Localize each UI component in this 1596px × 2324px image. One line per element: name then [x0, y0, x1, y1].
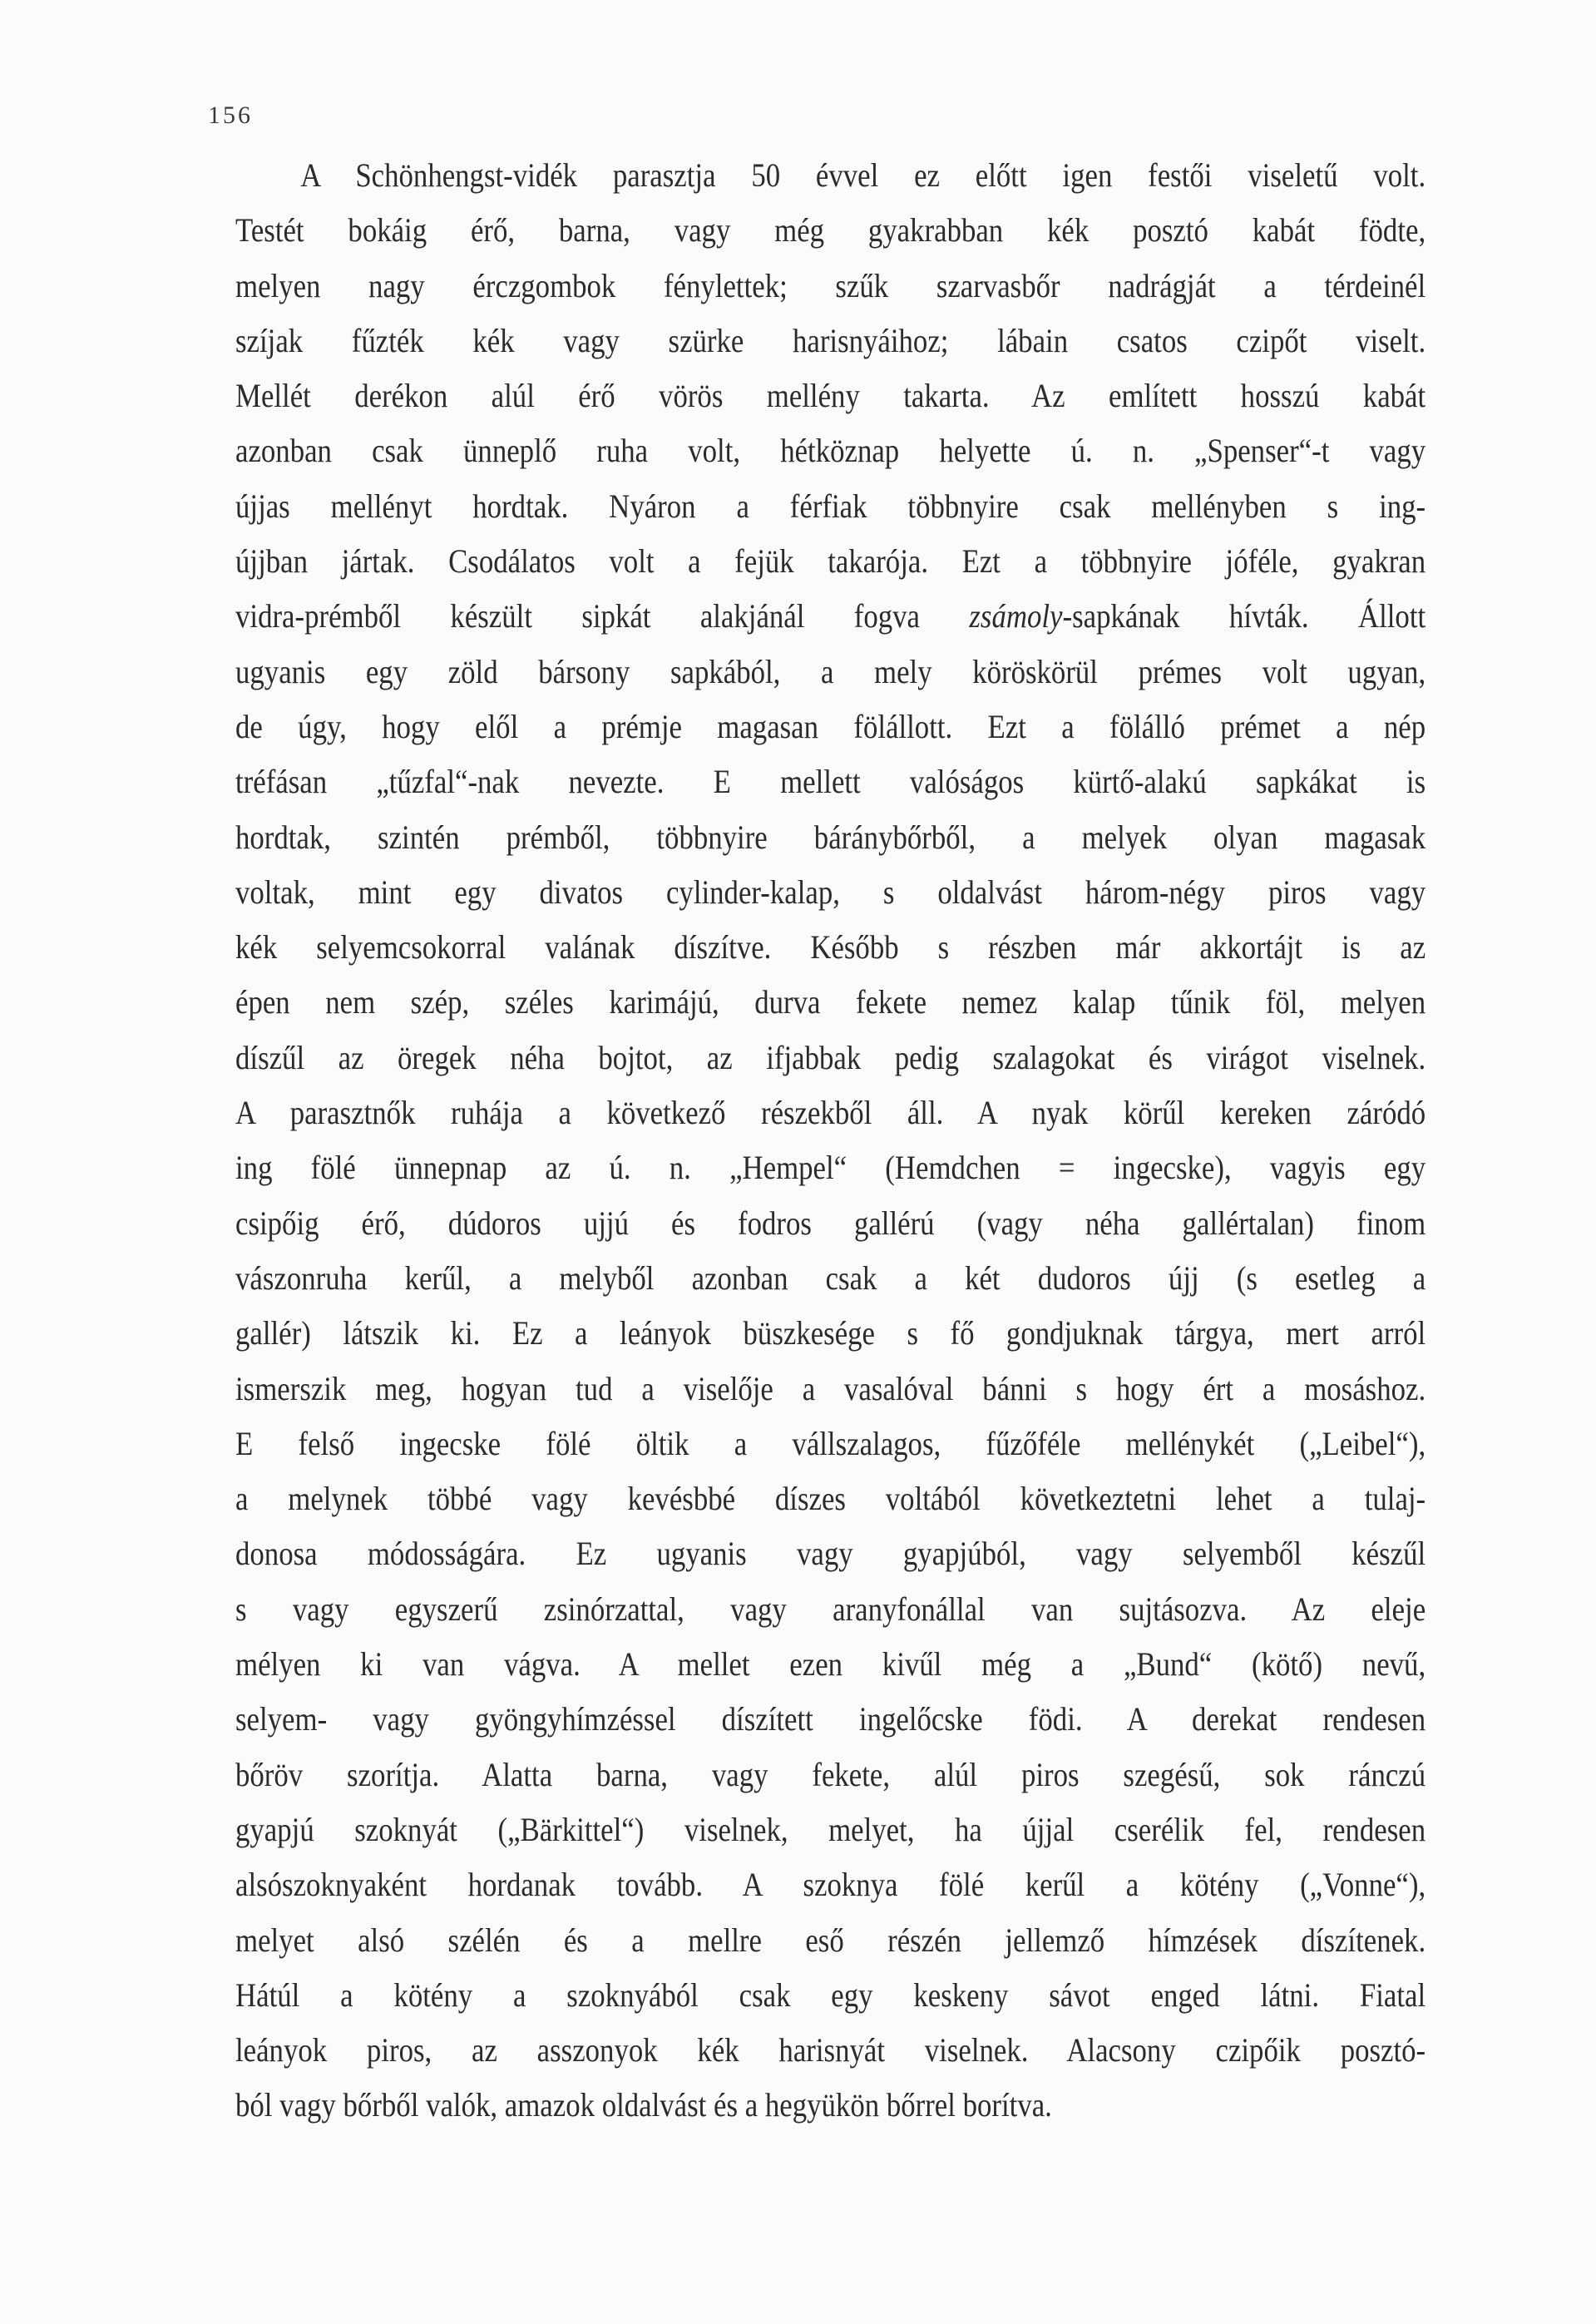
text-line: Hátúl a kötény a szoknyából csak egy keskeny sávot enged látni. Fiatal: [235, 1975, 1426, 2014]
text-line: ismerszik meg, hogyan tud a viselője a vasalóval bánni s hogy ért a mosáshoz.: [235, 1369, 1426, 1407]
text-line-with-italic: [235, 589, 1426, 644]
text-line: melyet alsó szélén és a mellre eső részén jellemző hímzések díszítenek.: [235, 1921, 1426, 1959]
text-line: leányok piros, az asszonyok kék harisnyát viselnek. Alacsony czipőik posztó-: [235, 2031, 1426, 2069]
text-line: de úgy, hogy elől a prémje magasan fölállott. Ezt a fölálló prémet a nép: [235, 707, 1426, 745]
text-line: mélyen ki van vágva. A mellet ezen kivűl még a „Bund“ (kötő) nevű,: [235, 1645, 1426, 1684]
text-line: hordtak, szintén prémből, többnyire báránybőrből, a melyek olyan magasak: [235, 818, 1426, 856]
text-segment: vidra-prémből készült sipkát alakjánál fogva: [235, 597, 970, 635]
text-line: tréfásan „tűzfal“-nak nevezte. E mellett valóságos kürtő-alakú sapkákat is: [235, 763, 1426, 801]
text-line: a melynek többé vagy kevésbbé díszes voltából következtetni lehet a tulaj-: [235, 1480, 1426, 1518]
text-line: donosa módosságára. Ez ugyanis vagy gyapjúból, vagy selyemből készűl: [235, 1535, 1426, 1573]
text-line: szíjak fűzték kék vagy szürke harisnyáihoz; lábain csatos czipőt viselt.: [235, 321, 1426, 359]
text-line: Testét bokáig érő, barna, vagy még gyakrabban kék posztó kabát födte,: [235, 211, 1426, 250]
text-line: s vagy egyszerű zsinórzattal, vagy aranyfonállal van sujtásozva. Az eleje: [235, 1590, 1426, 1628]
text-line: ból vagy bőrből valók, amazok oldalvást és a hegyükön bőrrel borítva.: [235, 2086, 1052, 2124]
text-line: gallér) látszik ki. Ez a leányok büszkesége s fő gondjuknak tárgya, mert arról: [235, 1314, 1426, 1352]
text-line: vászonruha kerűl, a melyből azonban csak a két dudoros újj (s esetleg a: [235, 1258, 1426, 1297]
text-line: E felső ingecske fölé öltik a vállszalagos, fűzőféle mellénykét („Leibel“),: [235, 1424, 1426, 1462]
italic-term: zsámoly: [969, 597, 1063, 635]
text-line: újjas mellényt hordtak. Nyáron a férfiak többnyire csak mellényben s ing-: [235, 487, 1426, 525]
text-line: azonban csak ünneplő ruha volt, hétköznap helyette ú. n. „Spenser“-t vagy: [235, 432, 1426, 470]
text-line: gyapjú szoknyát („Bärkittel“) viselnek, melyet, ha újjal cserélik fel, rendesen: [235, 1810, 1426, 1848]
text-line: bőröv szorítja. Alatta barna, vagy fekete, alúl piros szegésű, sok ránczú: [235, 1755, 1426, 1793]
text-line: Mellét derékon alúl érő vörös mellény takarta. Az említett hosszú kabát: [235, 377, 1426, 415]
text-line: épen nem szép, széles karimájú, durva fekete nemez kalap tűnik föl, melyen: [235, 983, 1426, 1021]
text-line: kék selyemcsokorral valának díszítve. Később s részben már akkortájt is az: [235, 928, 1426, 967]
text-line: melyen nagy érczgombok fénylettek; szűk szarvasbőr nadrágját a térdeinél: [235, 266, 1426, 304]
text-line: voltak, mint egy divatos cylinder-kalap, s oldalvást három-négy piros vagy: [235, 873, 1426, 911]
text-line: alsószoknyaként hordanak tovább. A szoknya fölé kerűl a kötény („Vonne“),: [235, 1866, 1426, 1904]
text-line: A Schönhengst-vidék parasztja 50 évvel ez előtt igen festői viseletű volt.: [300, 156, 1426, 194]
text-line: újjban jártak. Csodálatos volt a fejük takarója. Ezt a többnyire jóféle, gyakran: [235, 542, 1426, 581]
page-number: 156: [208, 101, 253, 129]
text-line: selyem- vagy gyöngyhímzéssel díszített ingelőcske födi. A derekat rendesen: [235, 1700, 1426, 1738]
body-text: [235, 148, 1426, 2134]
text-line: ugyanis egy zöld bársony sapkából, a mely köröskörül prémes volt ugyan,: [235, 652, 1426, 690]
text-line: díszűl az öregek néha bojtot, az ifjabbak pedig szalagokat és virágot viselnek.: [235, 1038, 1426, 1076]
text-line: ing fölé ünnepnap az ú. n. „Hempel“ (Hemdchen = ingecske), vagyis egy: [235, 1149, 1426, 1187]
text-segment: -sapkának hívták. Állott: [1062, 597, 1426, 635]
text-line: A parasztnők ruhája a következő részekből áll. A nyak körűl kereken záródó: [235, 1094, 1426, 1132]
text-line: csipőig érő, dúdoros ujjú és fodros gallérú (vagy néha gallértalan) finom: [235, 1204, 1426, 1242]
